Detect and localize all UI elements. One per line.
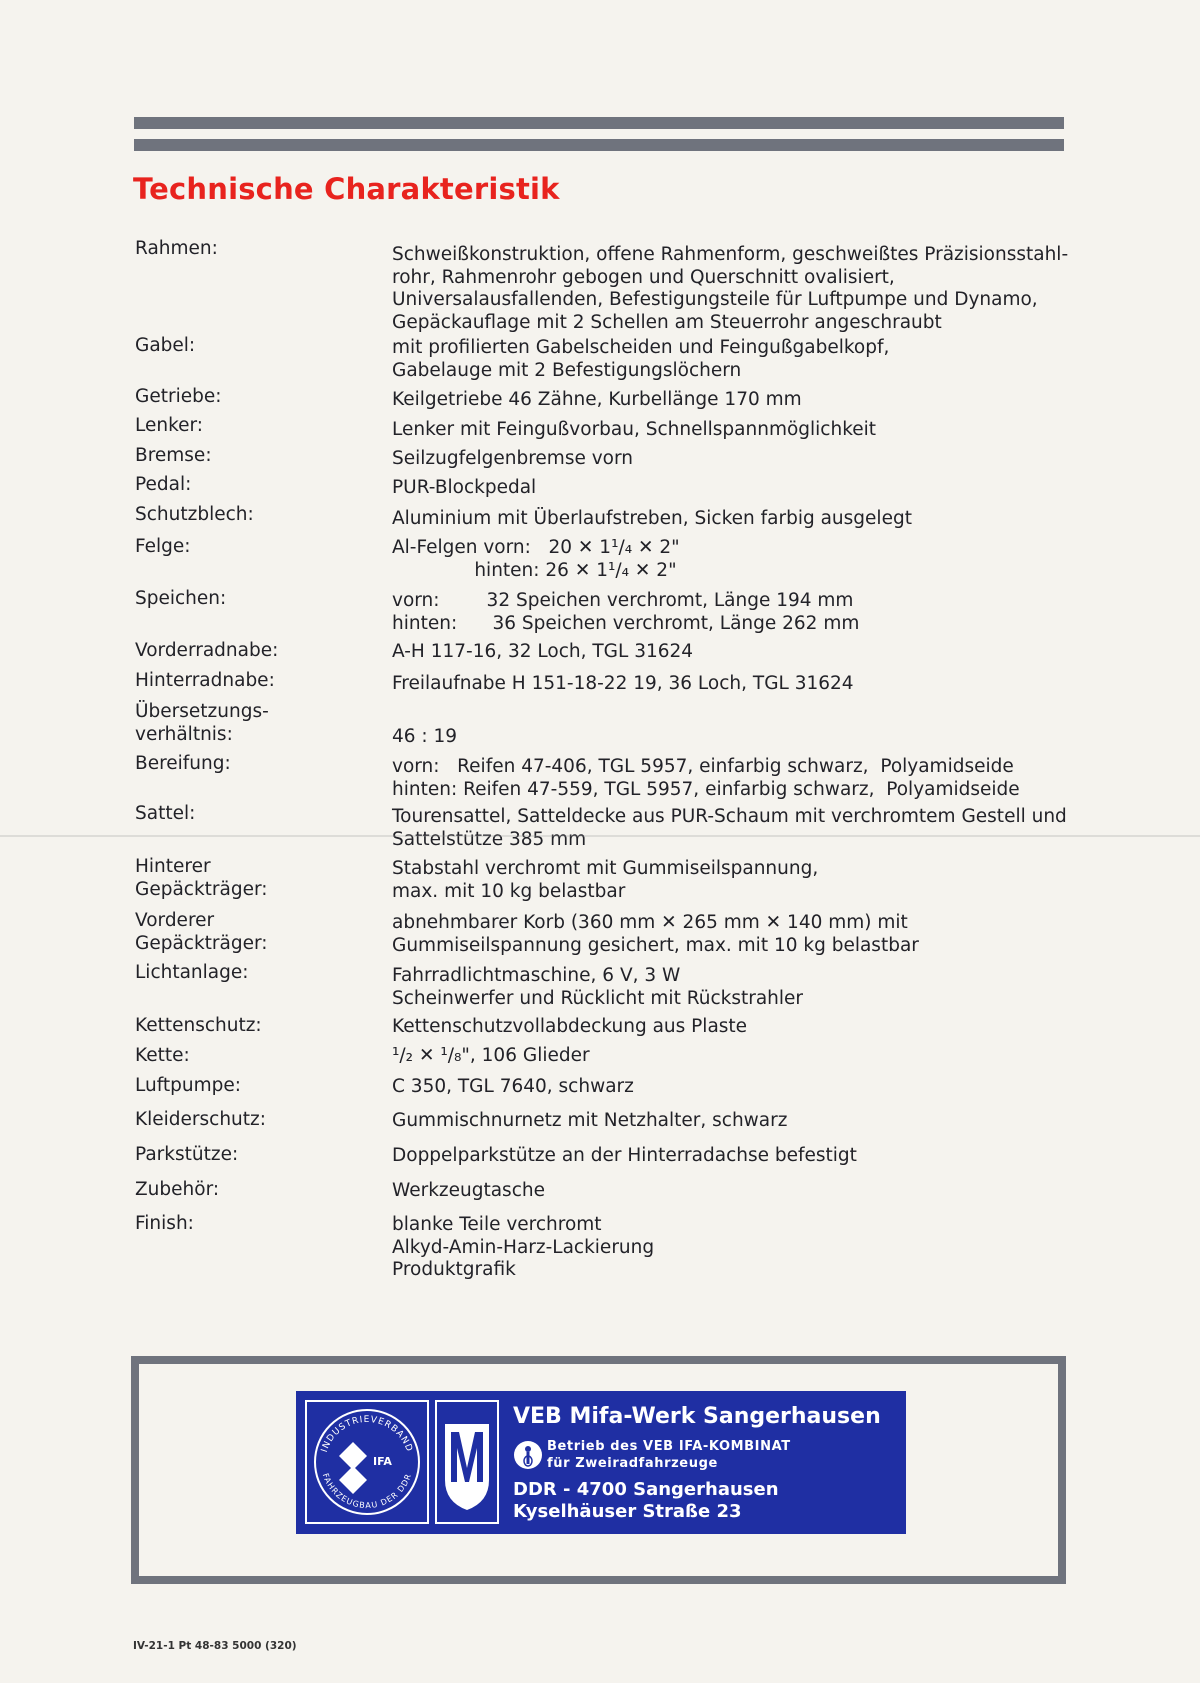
spec-label: Vorderer Gepäckträger: — [135, 910, 268, 954]
spec-label: Hinterradnabe: — [135, 670, 275, 691]
spec-value: ¹/₂ ✕ ¹/₈", 106 Glieder — [392, 1045, 590, 1066]
spec-value: blanke Teile verchromt Alkyd-Amin-Harz-Lackierung Produktgrafik — [392, 1214, 655, 1280]
spec-label: Kleiderschutz: — [135, 1109, 266, 1130]
spec-label: Rahmen: — [135, 238, 218, 259]
frame-bottom — [131, 1576, 1066, 1584]
page-title: Technische Charakteristik — [133, 172, 560, 206]
spec-value: A-H 117-16, 32 Loch, TGL 31624 — [392, 641, 694, 662]
bicycle-icon — [514, 1441, 542, 1469]
spec-label: Gabel: — [135, 335, 196, 356]
spec-value: Keilgetriebe 46 Zähne, Kurbellänge 170 mm — [392, 389, 802, 410]
spec-value: Tourensattel, Satteldecke aus PUR-Schaum mit verchromtem Gestell und Sattelstütze 385 mm — [392, 806, 1067, 850]
badge-text-top: INDUSTRIEVERBAND — [319, 1414, 415, 1454]
spec-label: Kettenschutz: — [135, 1015, 262, 1036]
company-name: VEB Mifa-Werk Sangerhausen — [513, 1404, 881, 1429]
spec-label: Lichtanlage: — [135, 962, 249, 983]
ifa-badge-logo — [305, 1400, 429, 1524]
spec-label: Speichen: — [135, 588, 227, 609]
spec-value: Seilzugfelgenbremse vorn — [392, 448, 633, 469]
svg-text:FAHRZEUGBAU DER DDR — [321, 1472, 414, 1510]
print-code: IV-21-1 Pt 48-83 5000 (320) — [133, 1640, 297, 1652]
spec-value: vorn: Reifen 47-406, TGL 5957, einfarbig schwarz, Polyamidseide hinten: Reifen 47-559, TGL 5957, einfarbig schwarz, Polyamidseide — [392, 756, 1020, 800]
spec-label: Felge: — [135, 536, 191, 557]
spec-label: Vorderradnabe: — [135, 640, 279, 661]
company-banner — [296, 1391, 906, 1534]
spec-label: Finish: — [135, 1213, 194, 1234]
spec-value: Al-Felgen vorn: 20 ✕ 1¹/₄ ✕ 2" hinten: 26 ✕ 1¹/₄ ✕ 2" — [392, 537, 680, 581]
spec-label: Parkstütze: — [135, 1144, 239, 1165]
address-line1: DDR - 4700 Sangerhausen — [513, 1479, 779, 1500]
mifa-logo — [435, 1400, 499, 1524]
spec-label: Schutzblech: — [135, 504, 254, 525]
ifa-badge-icon — [307, 1402, 427, 1522]
spec-label: Getriebe: — [135, 386, 222, 407]
company-subtitle-line2: für Zweiradfahrzeuge — [547, 1456, 718, 1471]
spec-value: PUR-Blockpedal — [392, 477, 537, 498]
frame-top — [131, 1356, 1066, 1364]
spec-label: Übersetzungs- verhältnis: — [135, 701, 269, 745]
spec-value: Doppelparkstütze an der Hinterradachse befestigt — [392, 1145, 857, 1166]
frame-right — [1058, 1356, 1066, 1584]
badge-text-bottom: FAHRZEUGBAU DER DDR — [320, 1472, 414, 1511]
spec-value: Stabstahl verchromt mit Gummiseilspannung, max. mit 10 kg belastbar — [392, 858, 819, 902]
spec-value: abnehmbarer Korb (360 mm ✕ 265 mm ✕ 140 mm) mit Gummiseilspannung gesichert, max. mit 10 kg belastbar — [392, 912, 919, 956]
spec-label: Pedal: — [135, 474, 192, 495]
spec-label: Bereifung: — [135, 753, 231, 774]
spec-label: Luftpumpe: — [135, 1075, 241, 1096]
spec-value: Freilaufnabe H 151-18-22 19, 36 Loch, TGL 31624 — [392, 673, 854, 694]
spec-label: Hinterer Gepäckträger: — [135, 856, 268, 900]
company-subtitle-line1: Betrieb des VEB IFA-KOMBINAT — [547, 1439, 791, 1454]
fold-line — [0, 835, 1200, 837]
spec-value: Kettenschutzvollabdeckung aus Plaste — [392, 1016, 748, 1037]
spec-value: Gummischnurnetz mit Netzhalter, schwarz — [392, 1110, 788, 1131]
spec-label: Kette: — [135, 1045, 190, 1066]
spec-value: 46 : 19 — [392, 725, 458, 747]
mifa-m-icon — [437, 1402, 497, 1522]
address-line2: Kyselhäuser Straße 23 — [513, 1501, 742, 1522]
spec-value: Fahrradlichtmaschine, 6 V, 3 W Scheinwerfer und Rücklicht mit Rückstrahler — [392, 965, 804, 1009]
spec-value: mit profilierten Gabelscheiden und Feingußgabelkopf, Gabelauge mit 2 Befestigungslöchern — [392, 337, 890, 381]
spec-label: Sattel: — [135, 803, 196, 824]
spec-value: Schweißkonstruktion, offene Rahmenform, geschweißtes Präzisionsstahl- rohr, Rahmenrohr gebogen und Querschnitt ovalisiert, Universalausfallenden, Befestigungsteile für Luftpumpe und Dynamo, Gepäckauflage mit 2 Schellen am Steuerrohr angeschraubt — [392, 244, 1069, 333]
frame-left — [131, 1356, 139, 1584]
spec-label: Bremse: — [135, 445, 212, 466]
badge-center-text: IFA — [373, 1455, 392, 1468]
spec-value: Lenker mit Feingußvorbau, Schnellspannmöglichkeit — [392, 419, 877, 440]
spec-value: Aluminium mit Überlaufstreben, Sicken farbig ausgelegt — [392, 508, 912, 529]
spec-label: Lenker: — [135, 415, 204, 436]
spec-value: Werkzeugtasche — [392, 1180, 545, 1201]
spec-label: Zubehör: — [135, 1179, 220, 1200]
spec-value: vorn: 32 Speichen verchromt, Länge 194 mm hinten: 36 Speichen verchromt, Länge 262 mm — [392, 590, 860, 634]
spec-value: C 350, TGL 7640, schwarz — [392, 1076, 634, 1097]
